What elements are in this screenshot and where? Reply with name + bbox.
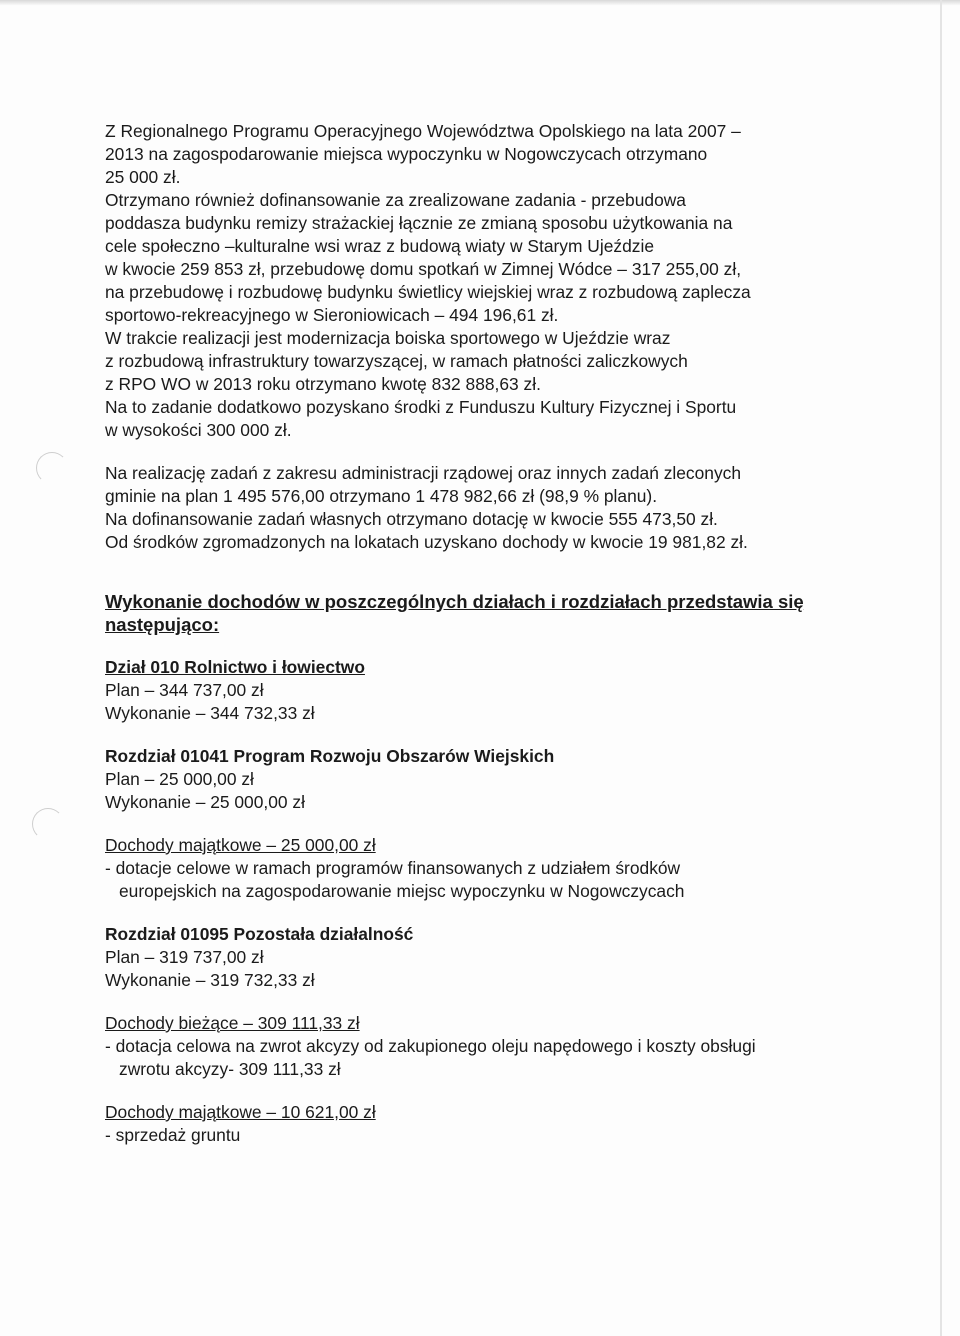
admin-paragraph xyxy=(105,462,825,554)
text-line: na przebudowę i rozbudowę budynku świetlicy wiejskiej wraz z rozbudową zaplecza xyxy=(105,282,751,302)
wykonanie-value: Wykonanie – 25 000,00 zł xyxy=(105,792,305,812)
dochody-majatkowe-title: Dochody majątkowe – 10 621,00 zł xyxy=(105,1102,376,1122)
scan-top-edge xyxy=(0,0,960,6)
plan-value: Plan – 319 737,00 zł xyxy=(105,947,264,967)
section-heading xyxy=(105,590,825,636)
text-line: z rozbudową infrastruktury towarzyszącej, w ramach płatności zaliczkowych xyxy=(105,351,688,371)
document-body xyxy=(105,120,825,1147)
dochody-majatkowe-title: Dochody majątkowe – 25 000,00 zł xyxy=(105,835,376,855)
text-line: cele społeczno –kulturalne wsi wraz z budową wiaty w Starym Ujeździe xyxy=(105,236,655,256)
wykonanie-value: Wykonanie – 319 732,33 zł xyxy=(105,970,315,990)
dochody-biezace-title: Dochody bieżące – 309 111,33 zł xyxy=(105,1013,360,1033)
text-line: w kwocie 259 853 zł, przebudowę domu spotkań w Zimnej Wódce – 317 255,00 zł, xyxy=(105,259,742,279)
text-line: Od środków zgromadzonych na lokatach uzyskano dochody w kwocie 19 981,82 zł. xyxy=(105,532,748,552)
text-line: poddasza budynku remizy strażackiej łącznie ze zmianą sposobu użytkowania na xyxy=(105,213,733,233)
text-line: sportowo-rekreacyjnego w Sieroniowicach – 494 196,61 zł. xyxy=(105,305,559,325)
text-line: z RPO WO w 2013 roku otrzymano kwotę 832 888,63 zł. xyxy=(105,374,541,394)
text-line: W trakcie realizacji jest modernizacja boiska sportowego w Ujeździe wraz xyxy=(105,328,671,348)
intro-paragraph xyxy=(105,120,825,442)
punch-hole-mark xyxy=(32,808,64,840)
dzial-010-block xyxy=(105,656,825,725)
plan-value: Plan – 25 000,00 zł xyxy=(105,769,254,789)
text-line: gminie na plan 1 495 576,00 otrzymano 1 478 982,66 zł (98,9 % planu). xyxy=(105,486,658,506)
punch-hole-mark xyxy=(36,452,68,484)
text-line: Na realizację zadań z zakresu administracji rządowej oraz innych zadań zleconych xyxy=(105,463,742,483)
text-line: Na dofinansowanie zadań własnych otrzymano dotację w kwocie 555 473,50 zł. xyxy=(105,509,718,529)
wykonanie-value: Wykonanie – 344 732,33 zł xyxy=(105,703,315,723)
rozdzial-01041-block xyxy=(105,745,825,903)
text-line: w wysokości 300 000 zł. xyxy=(105,420,292,440)
section-heading-line: Wykonanie dochodów w poszczególnych działach i rozdziałach przedstawia się xyxy=(105,591,804,612)
dzial-title: Dział 010 Rolnictwo i łowiectwo xyxy=(105,657,365,677)
dochody-description: europejskich na zagospodarowanie miejsc wypoczynku w Nogowczycach xyxy=(119,881,685,901)
dochody-description: - sprzedaż gruntu xyxy=(105,1125,241,1145)
section-heading-line: następująco: xyxy=(105,614,220,635)
rozdzial-title: Rozdział 01041 Program Rozwoju Obszarów Wiejskich xyxy=(105,746,555,766)
rozdzial-title: Rozdział 01095 Pozostała działalność xyxy=(105,924,414,944)
dochody-description: zwrotu akcyzy- 309 111,33 zł xyxy=(119,1059,341,1079)
text-line: Na to zadanie dodatkowo pozyskano środki z Funduszu Kultury Fizycznej i Sportu xyxy=(105,397,737,417)
dochody-description: - dotacja celowa na zwrot akcyzy od zakupionego oleju napędowego i koszty obsługi xyxy=(105,1036,756,1056)
text-line: Z Regionalnego Programu Operacyjnego Województwa Opolskiego na lata 2007 – xyxy=(105,121,741,141)
text-line: Otrzymano również dofinansowanie za zrealizowane zadania - przebudowa xyxy=(105,190,686,210)
text-line: 25 000 zł. xyxy=(105,167,181,187)
plan-value: Plan – 344 737,00 zł xyxy=(105,680,264,700)
text-line: 2013 na zagospodarowanie miejsca wypoczynku w Nogowczycach otrzymano xyxy=(105,144,708,164)
page-right-edge xyxy=(940,0,942,1336)
dochody-description: - dotacje celowe w ramach programów finansowanych z udziałem środków xyxy=(105,858,681,878)
rozdzial-01095-block xyxy=(105,923,825,1147)
